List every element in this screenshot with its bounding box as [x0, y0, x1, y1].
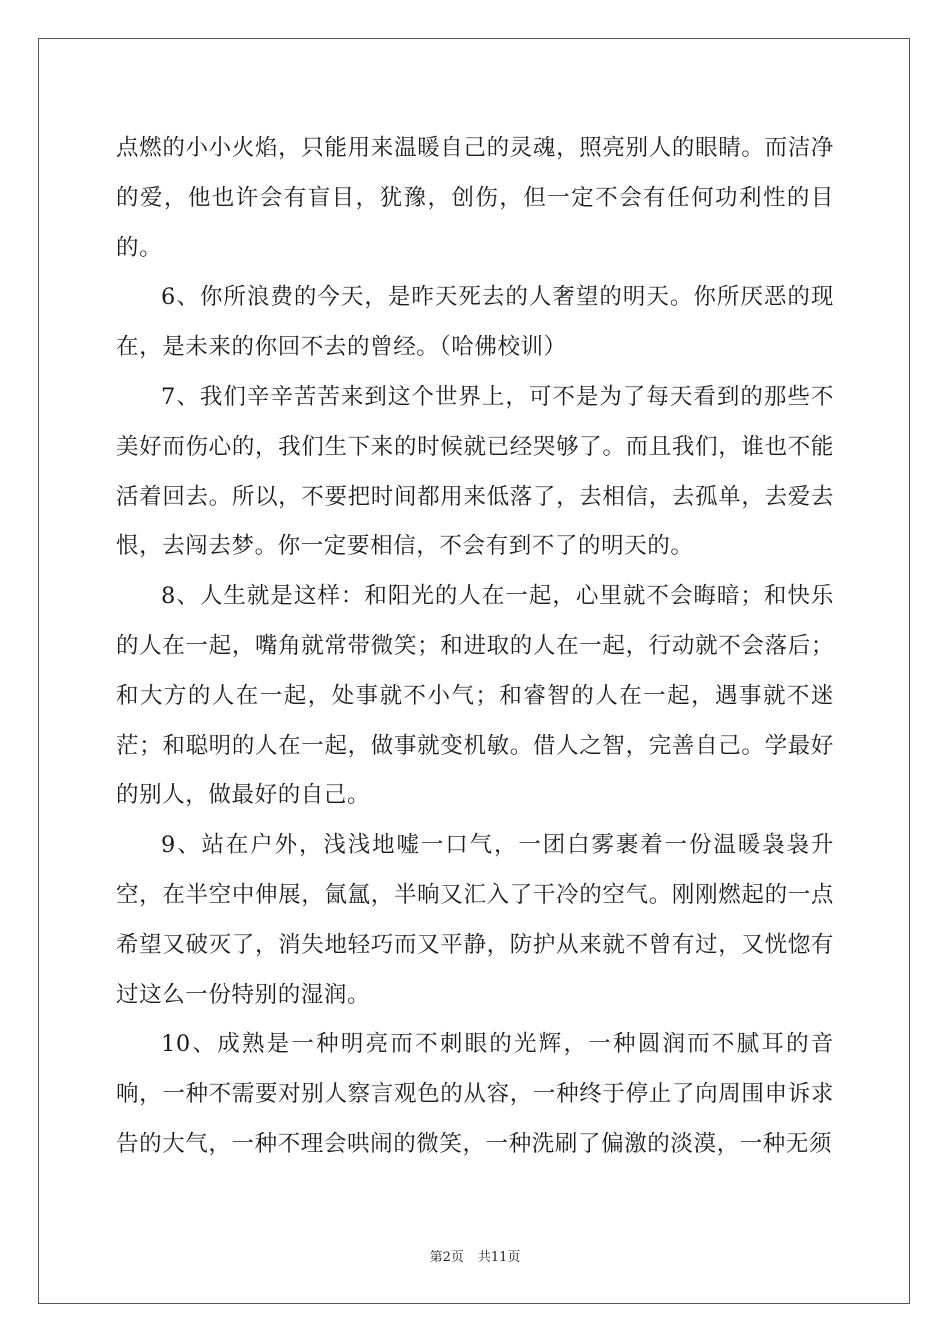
paragraph: 8、人生就是这样：和阳光的人在一起，心里就不会晦暗；和快乐的人在一起，嘴角就常带微笑；和进取的人在一起，行动就不会落后；和大方的人在一起，处事就不小气；和睿智的人在一起，遇事就不迷茫；和聪明的人在一起，做事就变机敏。借人之智，完善自己。学最好的别人，做最好的自己。: [116, 583, 834, 809]
document-body: [116, 124, 834, 1170]
paragraph: 7、我们辛辛苦苦来到这个世界上，可不是为了每天看到的那些不美好而伤心的，我们生下来的时候就已经哭够了。而且我们，谁也不能活着回去。所以，不要把时间都用来低落了，去相信，去孤单，去爱去恨，去闯去梦。你一定要相信，不会有到不了的明天的。: [116, 383, 834, 560]
paragraph: 9、站在户外，浅浅地嘘一口气，一团白雾裹着一份温暖袅袅升空，在半空中伸展，氤氲，半晌又汇入了干冷的空气。刚刚燃起的一点希望又破灭了，消失地轻巧而又平静，防护从来就不曾有过，又恍惚有过这么一份特别的湿润。: [116, 832, 834, 1008]
paragraph: 点燃的小小火焰，只能用来温暖自己的灵魂，照亮别人的眼睛。而洁净的爱，他也许会有盲目，犹豫，创伤，但一定不会有任何功利性的目的。: [116, 135, 834, 261]
page-number: 第2页: [429, 1250, 464, 1265]
page-total: 共11页: [477, 1250, 521, 1265]
paragraph: 6、你所浪费的今天，是昨天死去的人奢望的明天。你所厌恶的现在，是未来的你回不去的曾经。（哈佛校训）: [116, 284, 834, 361]
paragraph: 10、成熟是一种明亮而不刺眼的光辉，一种圆润而不腻耳的音响，一种不需要对别人察言观色的从容，一种终于停止了向周围申诉求告的大气，一种不理会哄闹的微笑，一种洗刷了偏激的淡漠，一种无须: [116, 1031, 834, 1157]
page-footer: [0, 1246, 950, 1265]
